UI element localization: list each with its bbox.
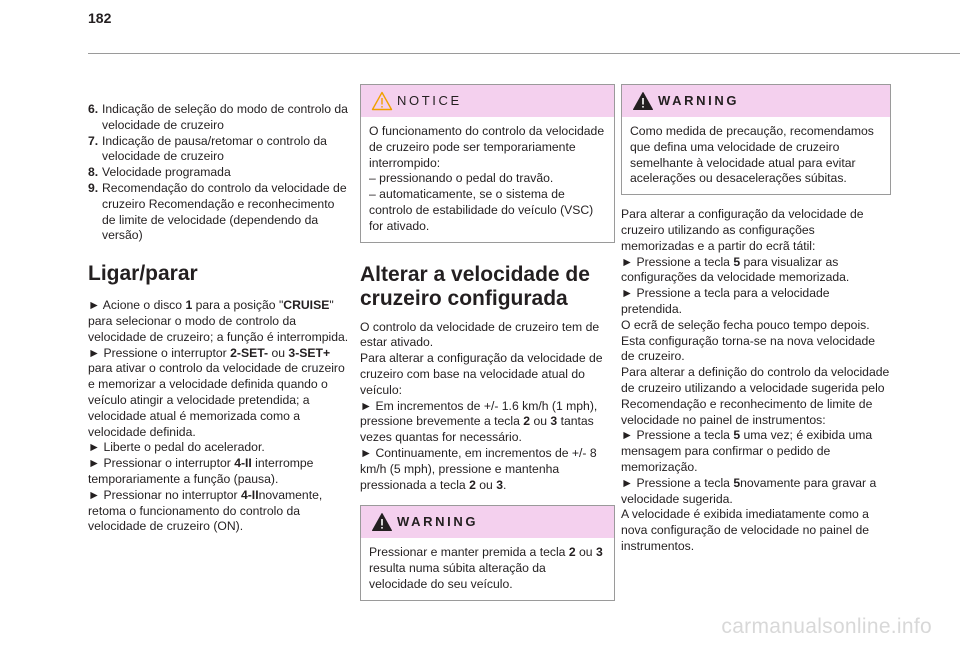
notice-line: – pressionando o pedal do travão. xyxy=(369,171,554,186)
legend-list xyxy=(88,102,350,244)
warning-box-1 xyxy=(360,505,615,600)
paragraph: ► Liberte o pedal do acelerador. xyxy=(88,440,265,455)
list-number: 9. xyxy=(88,180,99,195)
notice-box xyxy=(360,84,615,243)
alterar-body xyxy=(360,320,615,494)
paragraph: ► Pressione a tecla 5 uma vez; é exibida uma mensagem para confirmar o pedido de memorização. xyxy=(621,428,873,474)
list-item xyxy=(88,102,350,134)
list-text: Recomendação do controlo da velocidade de cruzeiro Recomendação e reconhecimento de limite de velocidade (dependendo da versão) xyxy=(102,180,347,243)
notice-body xyxy=(361,117,614,242)
warning-header xyxy=(622,85,890,117)
paragraph: ► Em incrementos de +/- 1.6 km/h (1 mph), pressione brevemente a tecla 2 ou 3 tantas vezes quantas for necessário. xyxy=(360,398,598,445)
list-text: Velocidade programada xyxy=(102,165,231,180)
paragraph: Para alterar a configuração da velocidade de cruzeiro utilizando as configurações memorizadas e a partir do ecrã tátil: xyxy=(621,207,864,253)
notice-line: – automaticamente, se o sistema de controlo de estabilidade do veículo (VSC) for ativado. xyxy=(369,187,594,233)
paragraph: ► Pressione a tecla 5novamente para gravar a velocidade sugerida. xyxy=(621,475,877,506)
warning-body: Pressionar e manter premida a tecla 2 ou 3 resulta numa súbita alteração da velocidade do seu veículo. xyxy=(369,545,603,591)
notice-title: NOTICE xyxy=(397,93,462,108)
list-text: Indicação de seleção do modo de controlo da velocidade de cruzeiro xyxy=(102,102,348,132)
warning-box-2 xyxy=(621,84,891,195)
column-2 xyxy=(360,84,615,601)
paragraph: Para alterar a configuração da velocidade de cruzeiro com base na velocidade atual do veículo: xyxy=(360,351,603,397)
list-item xyxy=(88,165,350,181)
warning-body: Como medida de precaução, recomendamos que defina uma velocidade de cruzeiro semelhante à velocidade atual para evitar acelerações ou desacelerações súbitas. xyxy=(630,124,874,186)
column-1 xyxy=(88,92,350,535)
section-heading-ligar-parar: Ligar/parar xyxy=(88,262,198,286)
warning-filled-icon xyxy=(371,512,393,532)
paragraph: ► Pressione a tecla para a velocidade pretendida. xyxy=(621,286,830,316)
list-item xyxy=(88,181,350,244)
paragraph: ► Continuamente, em incrementos de +/- 8 km/h (5 mph), pressione e mantenha pressionada a tecla 2 ou 3. xyxy=(360,445,597,492)
warning-outline-icon xyxy=(371,91,393,111)
paragraph: A velocidade é exibida imediatamente como a nova configuração de velocidade no painel de instrumentos. xyxy=(621,507,869,553)
notice-header xyxy=(361,85,614,117)
list-number: 8. xyxy=(88,165,99,180)
warning-title: WARNING xyxy=(397,514,479,530)
ligar-parar-body xyxy=(88,298,350,535)
page-number: 182 xyxy=(88,10,112,26)
paragraph: ► Pressionar no interruptor 4-IInovamente, retoma o funcionamento do controlo da velocidade de cruzeiro (ON). xyxy=(88,487,323,534)
paragraph: O ecrã de seleção fecha pouco tempo depois. xyxy=(621,317,870,332)
paragraph: ► Pressione o interruptor 2-SET- ou 3-SET+ para ativar o controlo da velocidade de cruzeiro e memorizar a velocidade definida quando o veículo atingir a velocidade pretendida; a velocidade atual é memorizada como a velocidade definida. xyxy=(88,345,345,439)
notice-line: O funcionamento do controlo da velocidade de cruzeiro pode ser temporariamente interrompido: xyxy=(369,124,605,170)
paragraph: ► Pressione a tecla 5 para visualizar as configurações da velocidade memorizada. xyxy=(621,254,850,285)
section-heading-alterar: Alterar a velocidade de cruzeiro configurada xyxy=(360,262,590,310)
paragraph: Para alterar a definição do controlo da velocidade de cruzeiro utilizando a velocidade sugerida pelo Recomendação e reconhecimento de limite de velocidade no painel de instrumentos: xyxy=(621,365,890,427)
watermark: carmanualsonline.info xyxy=(721,615,932,638)
list-item xyxy=(88,134,350,166)
paragraph: O controlo da velocidade de cruzeiro tem de estar ativado. xyxy=(360,319,600,350)
list-text: Indicação de pausa/retomar o controlo da velocidade de cruzeiro xyxy=(102,133,327,164)
paragraph: ► Acione o disco 1 para a posição "CRUISE" para selecionar o modo de controlo da velocidade de cruzeiro; a função é interrompida. xyxy=(88,298,349,344)
column-3 xyxy=(621,84,891,555)
warning-filled-icon xyxy=(632,91,654,111)
warning-title: WARNING xyxy=(658,93,740,108)
list-number: 7. xyxy=(88,133,99,148)
alterar-memorizada-body xyxy=(621,207,891,555)
header-rule xyxy=(88,53,960,54)
list-number: 6. xyxy=(88,102,99,116)
warning-header xyxy=(361,506,614,538)
paragraph: Esta configuração torna-se na nova velocidade de cruzeiro. xyxy=(621,333,876,364)
paragraph: ► Pressionar o interruptor 4-II interrompe temporariamente a função (pausa). xyxy=(88,456,314,486)
